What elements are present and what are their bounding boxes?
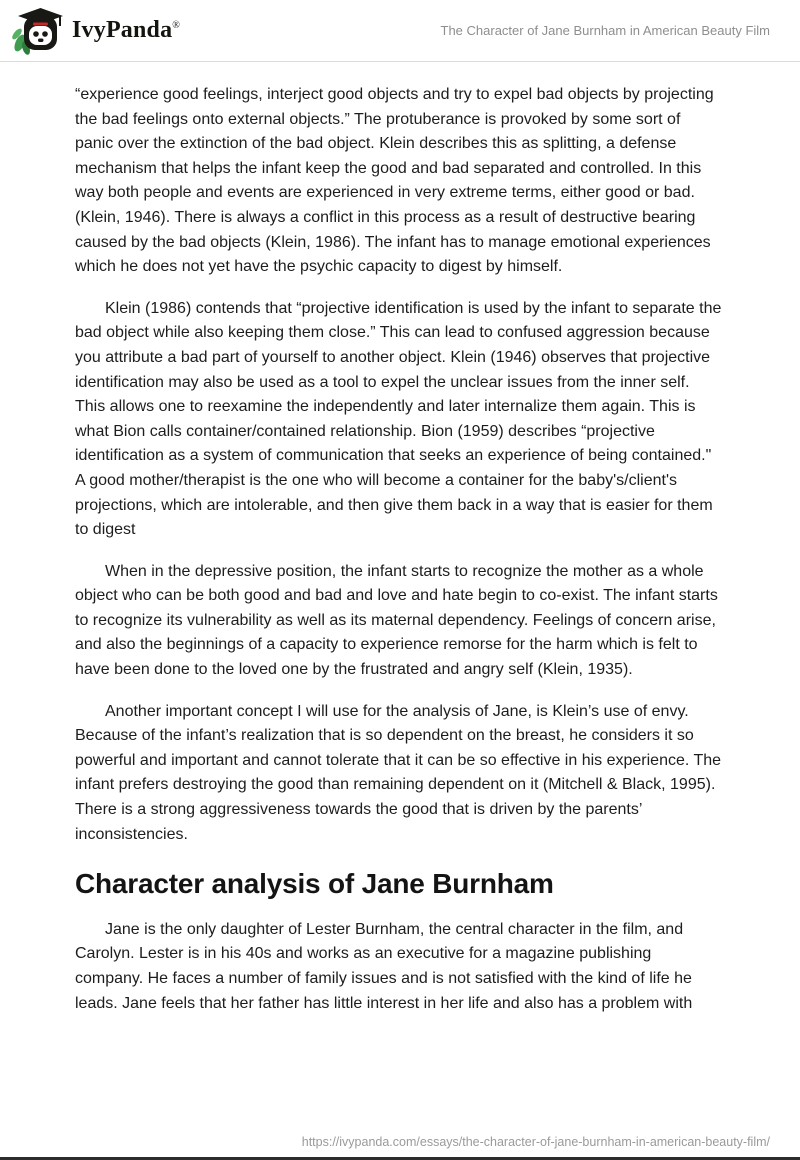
registered-trademark: ® xyxy=(172,20,181,31)
brand xyxy=(12,7,180,55)
essay-content xyxy=(0,62,800,1016)
page-header xyxy=(0,0,800,62)
essay-paragraph: Klein (1986) contends that “projective identification is used by the infant to separate the bad object while also keeping them close.” This can lead to confused aggression because you attribute a bad part of yourself to another object. Klein (1946) observes that projective identification may also be used as a tool to expel the unclear issues from the inner self. This allows one to reexamine the independently and later internalize them again. This is what Bion calls container/contained relationship. Bion (1959) describes “projective identification as a system of communication that seeks an experience of being contained." A good mother/therapist is the one who will become a container for the baby's/client's projections, which are intolerable, and then give them back in a way that is easier for them to digest xyxy=(75,299,722,539)
essay-paragraph: Jane is the only daughter of Lester Burnham, the central character in the film, and Carolyn. Lester is in his 40s and works as an executive for a magazine publishing company. He faces a number of family issues and is not satisfied with the kind of life he leads. Jane feels that her father has little interest in her life and also has a problem with xyxy=(75,920,693,1012)
essay-paragraph: When in the depressive position, the infant starts to recognize the mother as a whole object who can be both good and bad and love and hate begin to co-exist. The infant starts to recognize its vulnerability as well as its maternal dependency. Feelings of concern arise, and also the beginnings of a capacity to experience remorse for the harm which is felt to have been done to the loved one by the frustrated and angry self (Klein, 1935). xyxy=(75,562,718,679)
brand-name xyxy=(72,17,180,44)
source-url-link[interactable]: https://ivypanda.com/essays/the-character-of-jane-burnham-in-american-beauty-film/ xyxy=(301,1135,770,1149)
essay-paragraph: Another important concept I will use for the analysis of Jane, is Klein’s use of envy. Because of the infant’s realization that is so dependent on the breast, he considers it so powerful and important and cannot tolerate that it can be so effective in his experience. The infant prefers destroying the good than remaining dependent on it (Mitchell & Black, 1995). There is a strong aggressiveness towards the good that is driven by the parents’ inconsistencies. xyxy=(75,702,722,843)
ivypanda-panda-logo-icon xyxy=(12,7,64,55)
document-title: The Character of Jane Burnham in American Beauty Film xyxy=(440,23,770,38)
brand-text: IvyPanda xyxy=(72,17,173,43)
section-heading: Character analysis of Jane Burnham xyxy=(75,868,554,900)
page-footer xyxy=(0,1135,800,1160)
essay-paragraph: “experience good feelings, interject good objects and try to expel bad objects by projecting the bad feelings onto external objects.” The protuberance is provoked by some sort of panic over the extinction of the bad object. Klein describes this as splitting, a defense mechanism that helps the infant keep the good and bad separated and controlled. In this way both people and events are experienced in very extreme terms, either good or bad. (Klein, 1946). There is always a conflict in this process as a result of destructive bearing caused by the bad objects (Klein, 1986). The infant has to manage emotional experiences which he does not yet have the psychic capacity to digest by himself. xyxy=(75,86,714,276)
